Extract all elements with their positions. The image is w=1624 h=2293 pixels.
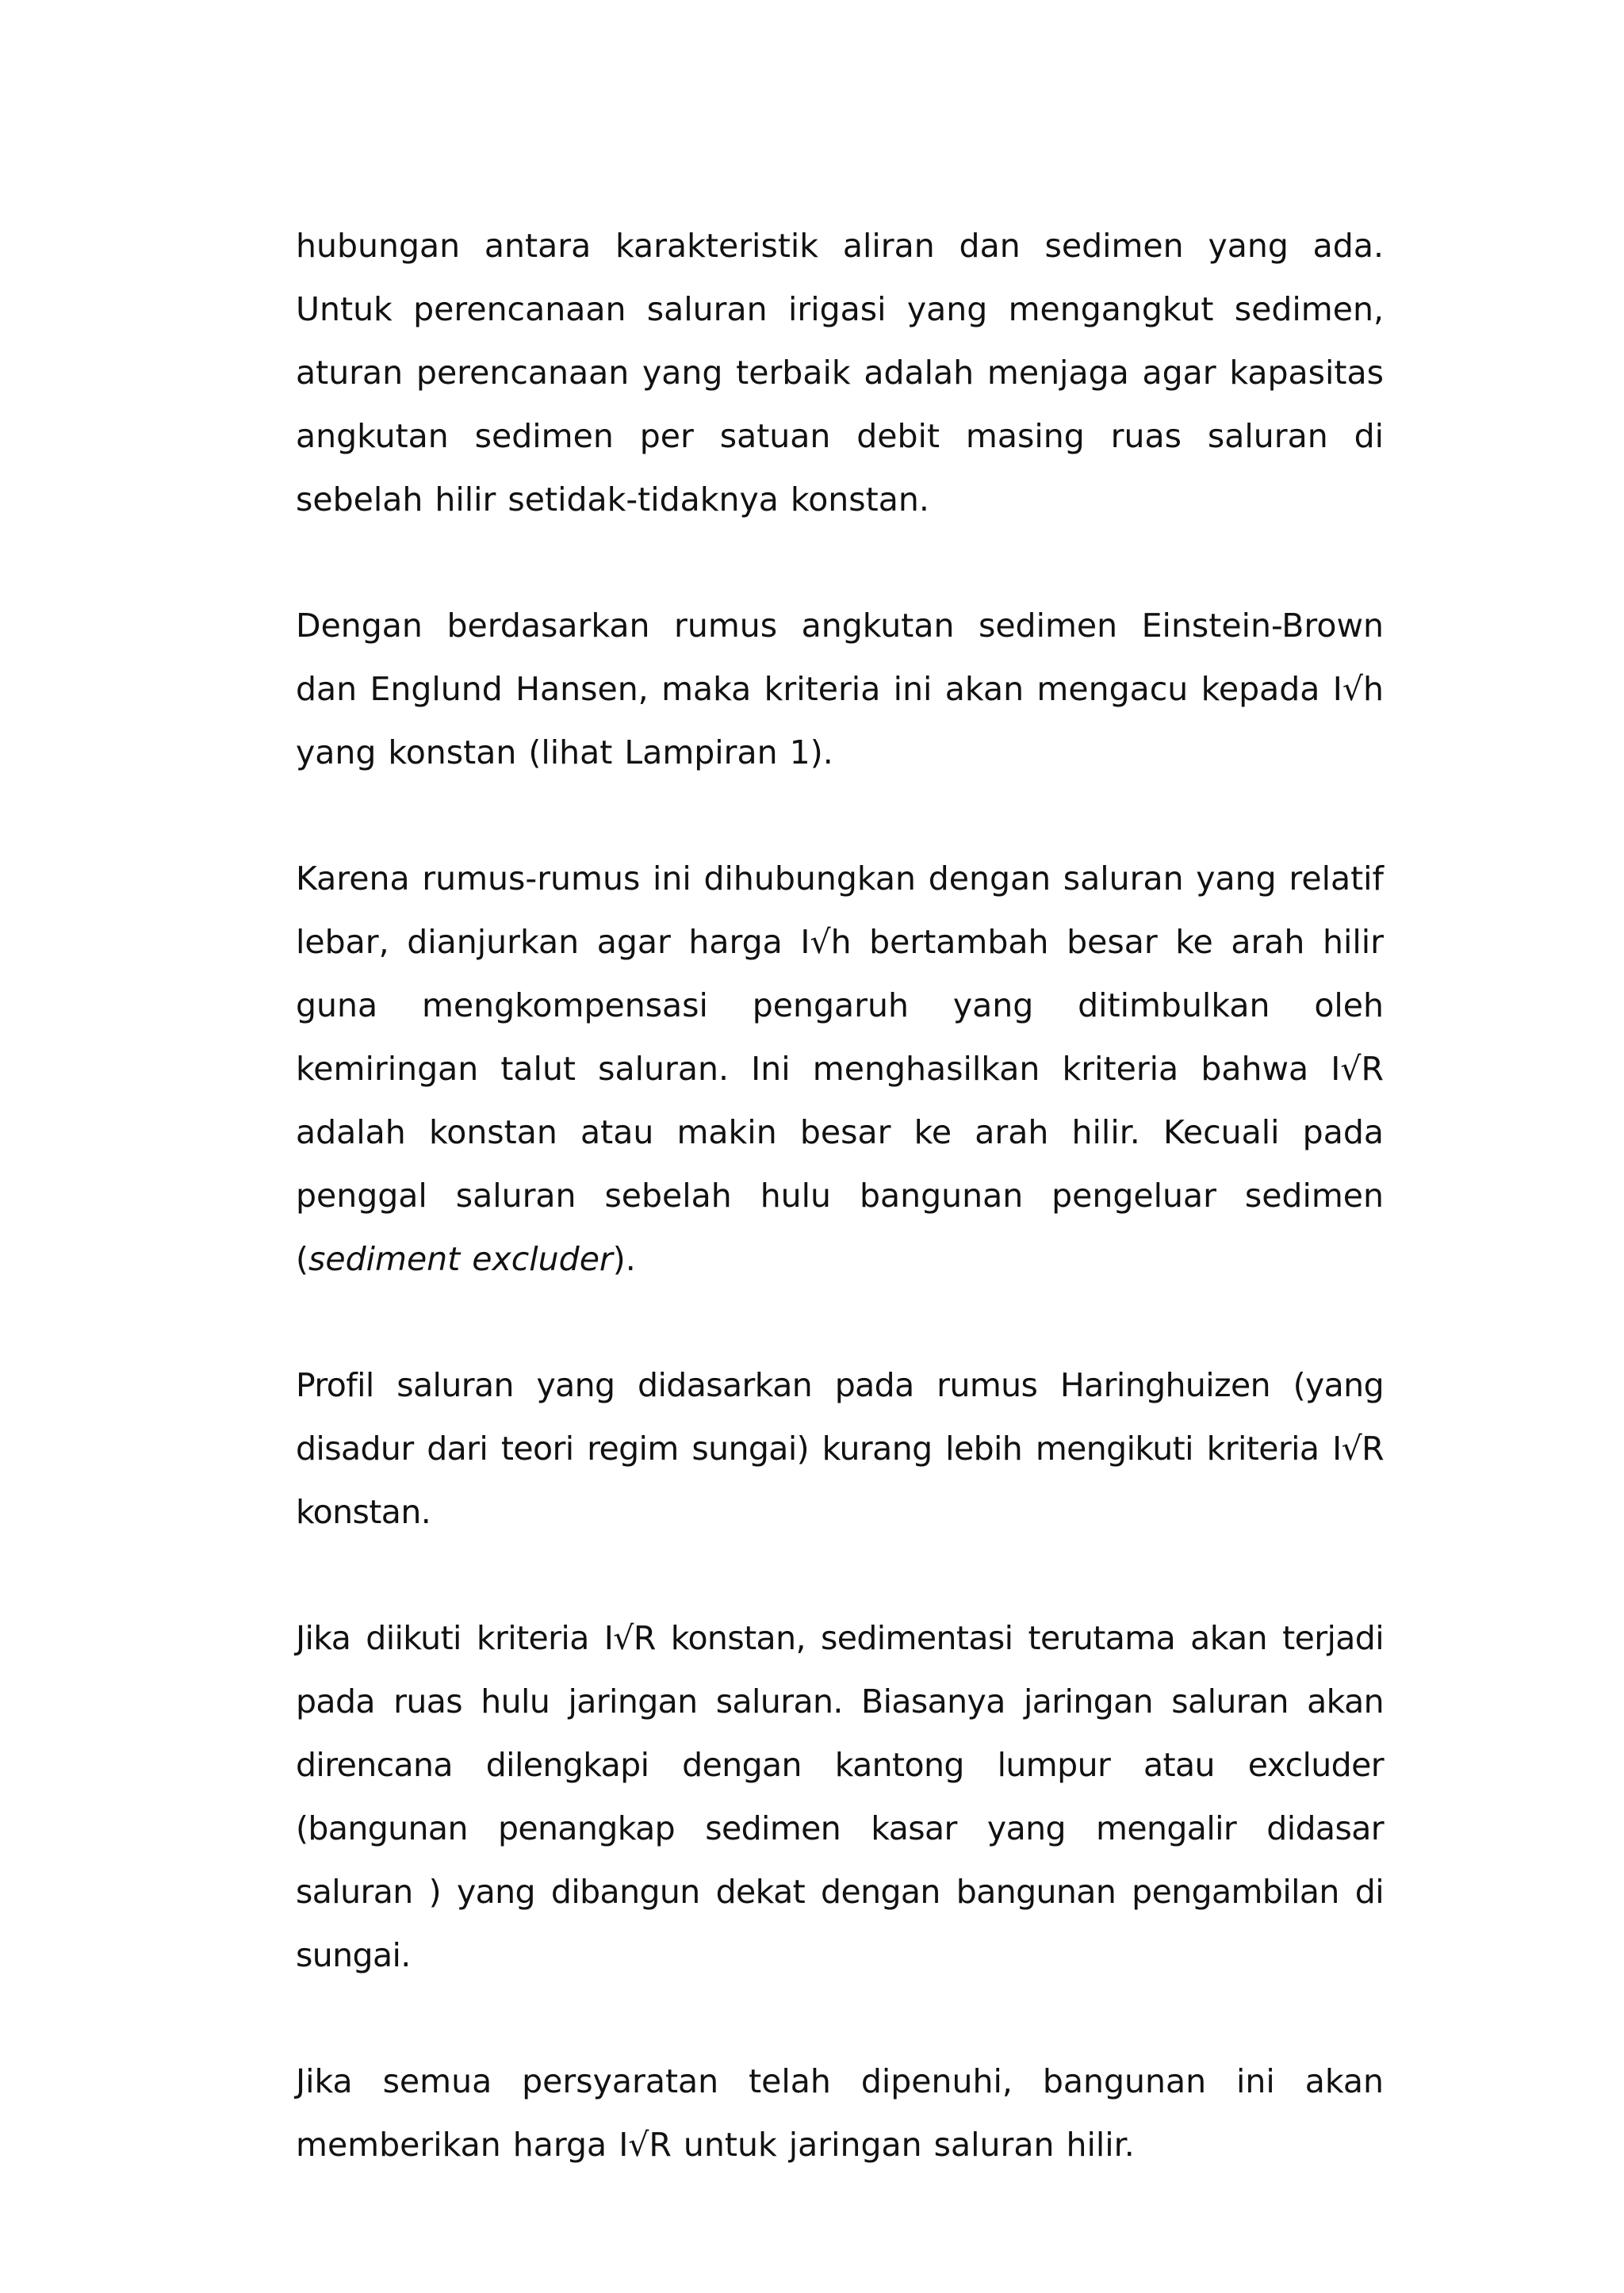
paragraph-wide-channel [296, 847, 1384, 1291]
document-page [296, 214, 1384, 2239]
paragraph-requirements: Jika semua persyaratan telah dipenuhi, bangunan ini akan memberikan harga I√R untuk jaringan saluran hilir. [296, 2062, 1384, 2164]
paragraph-sedimentation: Jika diikuti kriteria I√R konstan, sedimentasi terutama akan terjadi pada ruas hulu jaringan saluran. Biasanya jaringan saluran akan direncana dilengkapi dengan kantong lumpur atau excluder (bangunan penangkap sedimen kasar yang mengalir didasar saluran ) yang dibangun dekat dengan bangunan pengambilan di sungai. [296, 1619, 1384, 1974]
paragraph-wide-channel-text: Karena rumus-rumus ini dihubungkan dengan saluran yang relatif lebar, dianjurkan agar harga I√h bertambah besar ke arah hilir guna mengkompensasi pengaruh yang ditimbulkan oleh kemiringan talut saluran. Ini menghasilkan kriteria bahwa I√R adalah konstan atau makin besar ke arah hilir. Kecuali pada penggal saluran sebelah hulu bangunan pengeluar sedimen ( [296, 859, 1384, 1278]
paragraph-einstein-brown: Dengan berdasarkan rumus angkutan sedimen Einstein-Brown dan Englund Hansen, maka kriteria ini akan mengacu kepada I√h yang konstan (lihat Lampiran 1). [296, 607, 1384, 771]
sediment-excluder-term: sediment excluder [308, 1240, 613, 1278]
paragraph-sediment-capacity: hubungan antara karakteristik aliran dan sedimen yang ada. Untuk perencanaan saluran irigasi yang mengangkut sedimen, aturan perencanaan yang terbaik adalah menjaga agar kapasitas angkutan sedimen per satuan debit masing ruas saluran di sebelah hilir setidak-tidaknya konstan. [296, 227, 1384, 519]
paragraph-wide-channel-closing: ). [612, 1240, 636, 1278]
paragraph-haringhuizen: Profil saluran yang didasarkan pada rumus Haringhuizen (yang disadur dari teori regim sungai) kurang lebih mengikuti kriteria I√R konstan. [296, 1366, 1384, 1531]
